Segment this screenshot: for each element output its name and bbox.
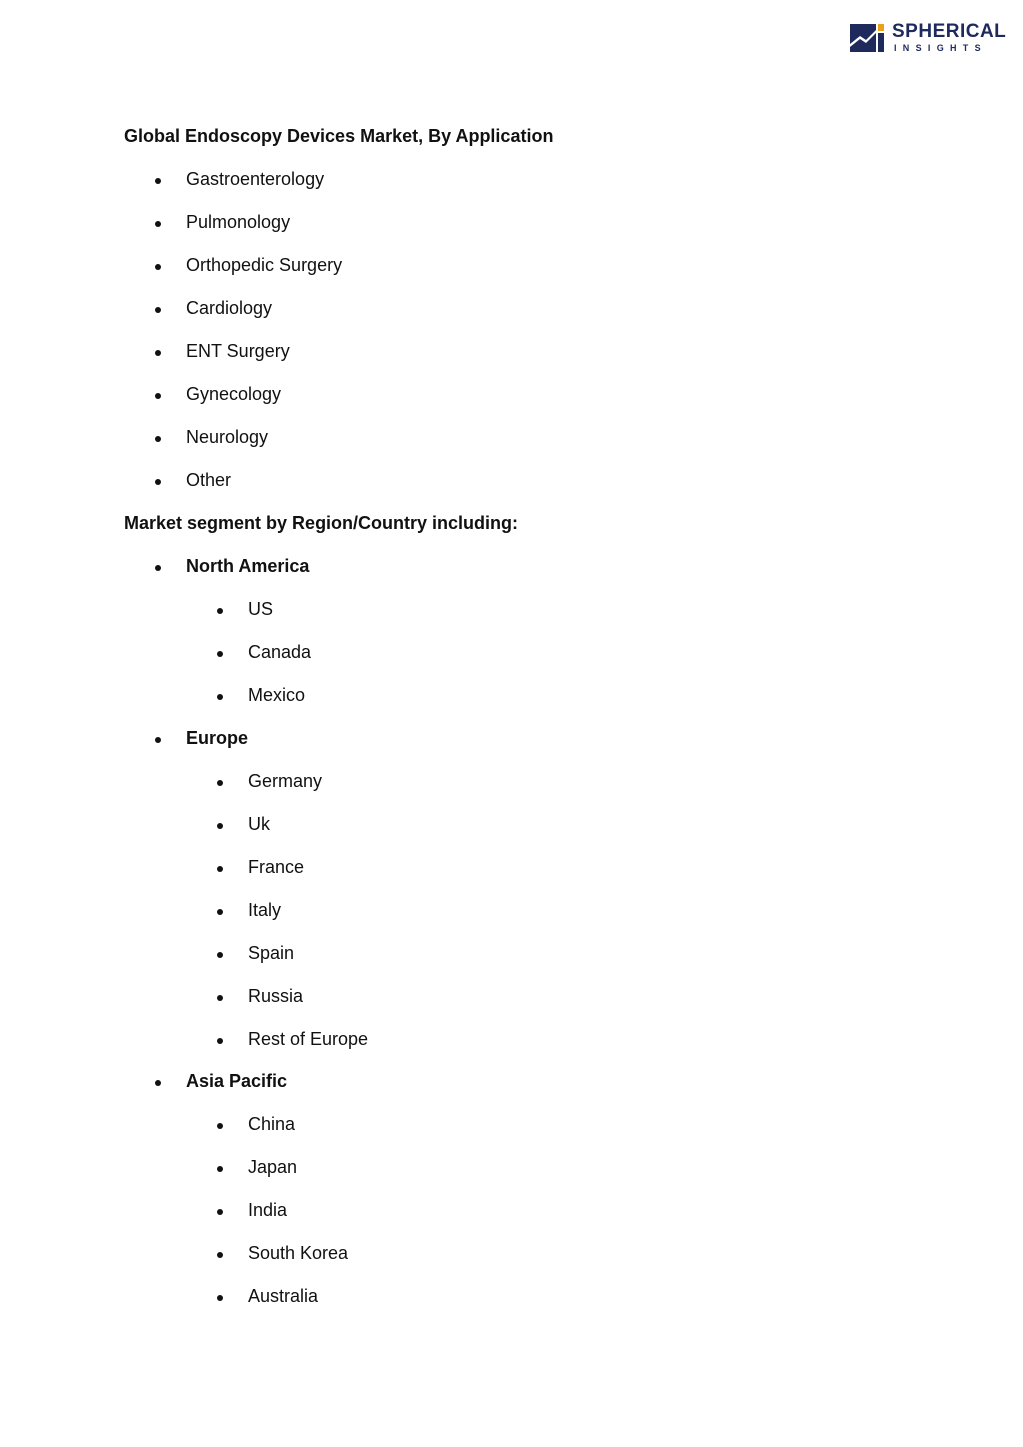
bullet-icon: [155, 178, 161, 184]
bullet-icon: [155, 479, 161, 485]
region-asia-pacific: Asia Pacific: [186, 1071, 288, 1091]
bullet-icon: [217, 909, 223, 915]
application-item: Pulmonology: [186, 212, 291, 232]
application-item: Neurology: [186, 427, 269, 447]
country-item: Russia: [248, 986, 304, 1006]
application-item: ENT Surgery: [186, 341, 290, 361]
country-item: China: [248, 1114, 296, 1134]
application-item: Other: [186, 470, 232, 490]
bullet-icon: [217, 1209, 223, 1215]
country-item: Germany: [248, 771, 323, 791]
application-item: Gynecology: [186, 384, 282, 404]
country-item: India: [248, 1200, 288, 1220]
bullet-icon: [217, 608, 223, 614]
bullet-icon: [155, 393, 161, 399]
spherical-insights-logo: [850, 21, 1007, 56]
bullet-icon: [217, 866, 223, 872]
country-item: Canada: [248, 642, 312, 662]
country-item: Uk: [248, 814, 270, 834]
country-item: Italy: [248, 900, 282, 920]
bullet-icon: [155, 350, 161, 356]
bullet-icon: [155, 565, 161, 571]
bullet-icon: [155, 436, 161, 442]
country-item: France: [248, 857, 305, 877]
country-item: South Korea: [248, 1243, 349, 1263]
logo-mark-icon: [850, 24, 884, 52]
bullet-icon: [217, 1295, 223, 1301]
region-europe: Europe: [186, 728, 249, 748]
bullet-icon: [217, 694, 223, 700]
application-item: Orthopedic Surgery: [186, 255, 343, 275]
logo-wordmark: SPHERICAL: [892, 21, 1007, 42]
bullet-icon: [217, 651, 223, 657]
application-item: Gastroenterology: [186, 169, 325, 189]
country-item: Rest of Europe: [248, 1029, 369, 1049]
bullet-icon: [217, 1123, 223, 1129]
bullet-icon: [217, 1252, 223, 1258]
application-heading: Global Endoscopy Devices Market, By Application: [124, 126, 554, 146]
country-item: Spain: [248, 943, 295, 963]
country-item: Mexico: [248, 685, 306, 705]
bullet-icon: [217, 780, 223, 786]
bullet-icon: [217, 952, 223, 958]
bullet-icon: [217, 1038, 223, 1044]
logo-subtitle: INSIGHTS: [894, 43, 987, 53]
bullet-icon: [155, 737, 161, 743]
bullet-icon: [155, 264, 161, 270]
country-item: US: [248, 599, 274, 619]
country-item: Japan: [248, 1157, 298, 1177]
bullet-icon: [155, 1080, 161, 1086]
bullet-icon: [155, 307, 161, 313]
application-item: Cardiology: [186, 298, 273, 318]
bullet-icon: [217, 823, 223, 829]
region-heading: Market segment by Region/Country including:: [124, 513, 519, 533]
bullet-icon: [155, 221, 161, 227]
bullet-icon: [217, 995, 223, 1001]
country-item: Australia: [248, 1286, 319, 1306]
bullet-icon: [217, 1166, 223, 1172]
region-north-america: North America: [186, 556, 310, 576]
